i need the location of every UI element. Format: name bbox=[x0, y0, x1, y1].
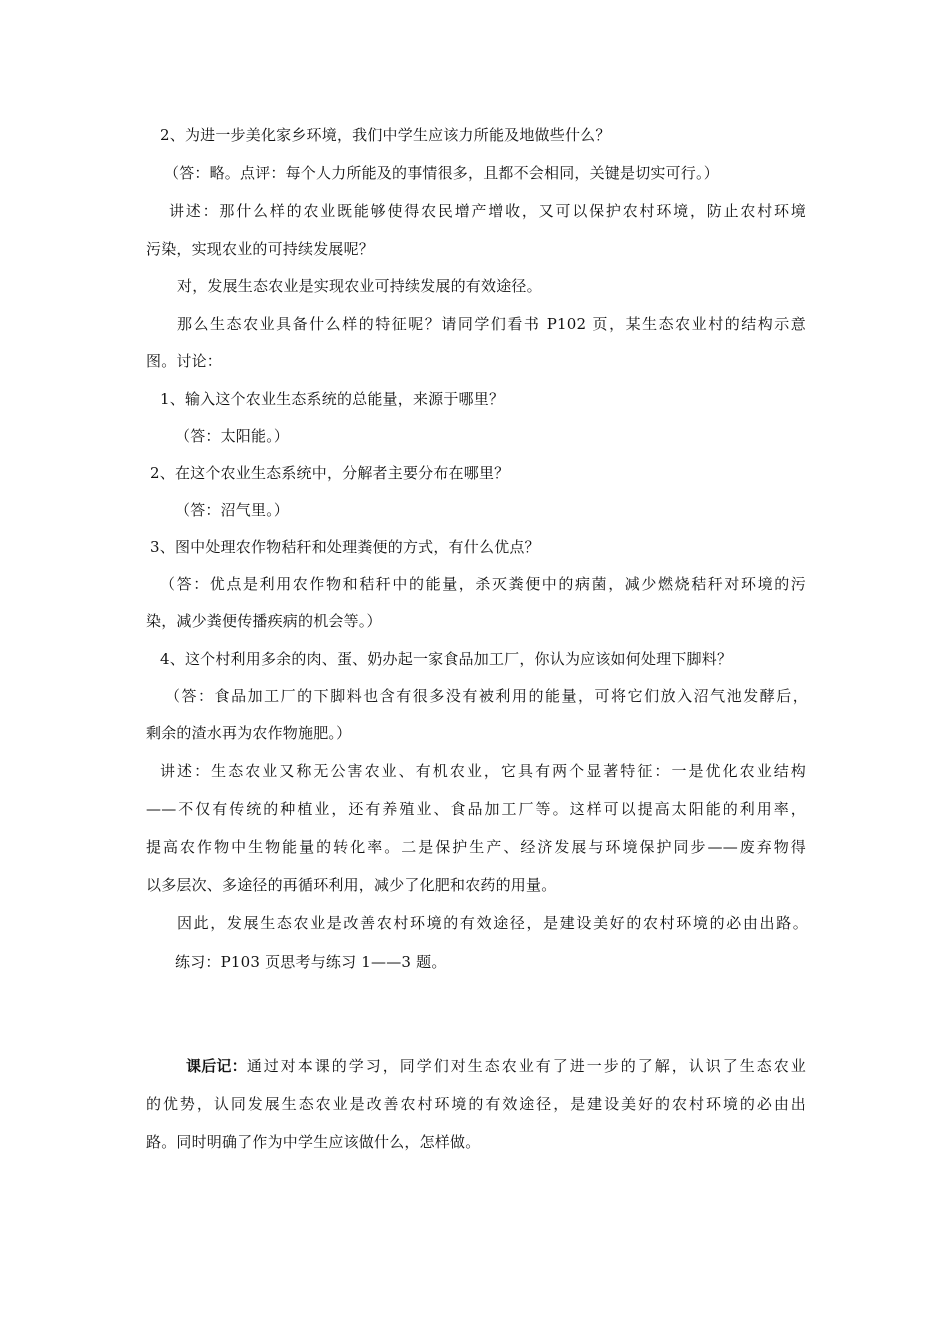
discussion-answer-2: （答：沼气里。） bbox=[175, 501, 290, 519]
postscript-line-1 bbox=[186, 1056, 806, 1076]
conclusion: 因此，发展生态农业是改善农村环境的有效途径，是建设美好的农村环境的必由出路。 bbox=[177, 914, 808, 932]
discussion-question-3: 3、图中处理农作物秸秆和处理粪便的方式，有什么优点？ bbox=[150, 538, 540, 556]
lecture-2-line-4: 以多层次、多途径的再循环利用，减少了化肥和农药的用量。 bbox=[146, 876, 557, 894]
discussion-answer-1: （答：太阳能。） bbox=[175, 427, 290, 445]
question-2-environment: 2、为进一步美化家乡环境，我们中学生应该力所能及地做些什么？ bbox=[160, 126, 611, 144]
discussion-question-2: 2、在这个农业生态系统中，分解者主要分布在哪里？ bbox=[150, 464, 510, 482]
lecture-1-line-2: 污染，实现农业的可持续发展呢？ bbox=[146, 240, 375, 258]
discussion-answer-3-line-1: （答：优点是利用农作物和秸秆中的能量，杀灭粪便中的病菌，减少燃烧秸秆对环境的污 bbox=[160, 575, 806, 593]
postscript-line-3: 路。同时明确了作为中学生应该做什么，怎样做。 bbox=[146, 1133, 481, 1151]
lecture-1-line-1: 讲述：那什么样的农业既能够使得农民增产增收，又可以保护农村环境，防止农村环境 bbox=[169, 202, 806, 220]
postscript-label: 课后记： bbox=[186, 1057, 247, 1075]
discussion-answer-3-line-2: 染，减少粪便传播疾病的机会等。） bbox=[146, 612, 382, 630]
discussion-question-4: 4、这个村利用多余的肉、蛋、奶办起一家食品加工厂，你认为应该如何处理下脚料？ bbox=[160, 650, 733, 668]
question-eco-features-line-1: 那么生态农业具备什么样的特征呢？请同学们看书 P102 页，某生态农业村的结构示意 bbox=[177, 315, 806, 333]
exercise: 练习：P103 页思考与练习 1——3 题。 bbox=[175, 953, 447, 971]
lecture-2-line-2: ——不仅有传统的种植业，还有养殖业、食品加工厂等。这样可以提高太阳能的利用率， bbox=[146, 800, 806, 818]
discussion-answer-4-line-2: 剩余的渣水再为农作物施肥。） bbox=[146, 724, 352, 742]
statement-eco-agriculture: 对，发展生态农业是实现农业可持续发展的有效途径。 bbox=[177, 277, 542, 295]
postscript-first-line: 通过对本课的学习，同学们对生态农业有了进一步的了解，认识了生态农业 bbox=[246, 1057, 806, 1075]
lecture-2-line-1: 讲述：生态农业又称无公害农业、有机农业，它具有两个显著特征：一是优化农业结构 bbox=[160, 762, 806, 780]
discussion-answer-4-line-1: （答：食品加工厂的下脚料也含有很多没有被利用的能量，可将它们放入沼气池发酵后， bbox=[165, 687, 808, 705]
answer-2-comment: （答：略。点评：每个人力所能及的事情很多，且都不会相同，关键是切实可行。） bbox=[164, 164, 719, 182]
postscript-line-2: 的优势，认同发展生态农业是改善农村环境的有效途径，是建设美好的农村环境的必由出 bbox=[146, 1095, 806, 1113]
question-eco-features-line-2: 图。讨论： bbox=[146, 352, 223, 370]
discussion-question-1: 1、输入这个农业生态系统的总能量，来源于哪里？ bbox=[160, 390, 505, 408]
lecture-2-line-3: 提高农作物中生物能量的转化率。二是保护生产、经济发展与环境保护同步——废弃物得 bbox=[146, 838, 806, 856]
